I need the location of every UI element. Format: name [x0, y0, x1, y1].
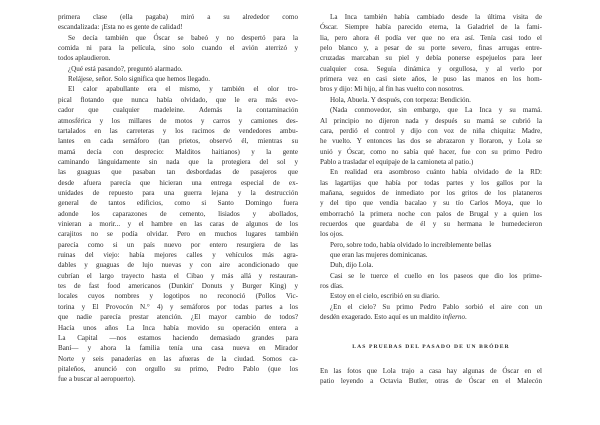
text-line	[320, 240, 542, 250]
line-text: caminando lánguidamente sin nada que la protegiera del sol y	[58, 157, 298, 166]
line-text: Duh, dijo Lola.	[330, 261, 374, 270]
text-line	[58, 312, 298, 322]
text-line	[320, 43, 542, 53]
text-line	[320, 198, 542, 208]
line-text: Pablo a trasladar el equipaje de la camioneta al patio.)	[320, 157, 474, 166]
line-text: general de tantos edificios, como si Santo Domingo fuera	[58, 199, 298, 208]
line-text: cara, perdió el control y dijo con voz de niña chiquita: Madre,	[320, 126, 542, 135]
line-text: bros y dijo: Mi hijo, al fin has vuelto con nosotros.	[320, 85, 464, 94]
text-line	[320, 260, 542, 270]
text-line	[58, 250, 298, 260]
line-text-end: .	[465, 313, 467, 322]
text-line	[58, 271, 298, 281]
line-text: En las fotos que Lola trajo a casa hay algunas de Óscar en el	[320, 367, 542, 375]
line-text: lantes en cada semáforo (tan prietos, observó él, mientras su	[58, 137, 298, 146]
line-text: ¿En el cielo? Su primo Pedro Pablo sorbió el aire con un	[330, 302, 542, 311]
text-line	[320, 33, 542, 43]
line-text: lia, pero ahora él podía ver que no era así. Tenía casi todo el	[320, 33, 542, 42]
text-line	[58, 147, 298, 157]
line-text: Pero, sobre todo, había olvidado lo increíblemente bellas	[330, 240, 492, 249]
line-text: pical flotando que nunca había olvidado, que le era más evo-	[58, 95, 298, 104]
text-line	[58, 84, 298, 94]
line-text: La Capital —nos estamos haciendo demasiado grandes para	[58, 333, 298, 342]
text-line	[58, 364, 298, 374]
line-text: los ojos.	[320, 230, 344, 239]
line-text: Casi se le tuerce el cuello en los paseos que dio los prime-	[330, 271, 542, 280]
line-text: desdén exagerado. Esto aquí es un maldito	[320, 313, 443, 322]
line-text: ruinas del viejo: había mejores calles y vehículos más agra-	[58, 251, 298, 260]
text-line	[320, 167, 542, 177]
line-text: dables y guaguas de lujo nuevas y con aire acondicionado que	[58, 261, 298, 270]
text-line	[320, 64, 542, 74]
text-line	[58, 281, 298, 291]
line-text: Se decía también que Óscar se babeó y no despertó para la	[68, 33, 298, 42]
line-text: patio leyendo a Octavia Butler, otras de Óscar en el Malecón	[320, 377, 542, 386]
line-text: primera clase (ella pagaba) miró a su alrededor como	[58, 13, 298, 21]
line-text: Óscar. Siempre había parecido eterna, la Galadriel de la fami-	[320, 23, 542, 32]
line-text: recuerdos que guardaba de él y su hermana le humedecieron	[320, 220, 542, 228]
text-line	[320, 84, 542, 94]
text-line	[58, 64, 298, 74]
text-line	[320, 53, 542, 63]
text-line	[320, 12, 542, 22]
line-text: primera vez en casi siete años, le puso las manos en los hom-	[320, 75, 542, 84]
line-text: mañana, seguidos de inmediato por los gritos de los plataneros	[320, 188, 542, 197]
text-line	[320, 219, 542, 229]
text-line	[58, 188, 298, 198]
text-line	[58, 22, 298, 32]
text-line	[320, 281, 542, 291]
line-text: cruzadas marcaban su piel y debía ponerse espejuelos para leer	[320, 54, 542, 63]
text-line	[58, 323, 298, 333]
text-line	[58, 240, 298, 250]
line-text: cualquier cosa. Seguía dinámica y orgullosa, y al verlo por	[320, 64, 542, 73]
line-text: emborrachó la primera noche con palos de Brugal y a quien los	[320, 209, 542, 218]
line-text: he vuelto. Y entonces las dos se abrazaron y lloraron, y Lola se	[320, 137, 542, 146]
line-text: carajitos no se podía olvidar. Pero en muchos lugares también	[58, 230, 298, 239]
text-line	[58, 374, 298, 384]
line-text: Baní— y ahora la familia tenía una casa nueva en Mirador	[58, 344, 298, 353]
text-line	[320, 250, 542, 260]
line-text: y del tipo que vendía bacalao y su tío Carlos Moya, que lo	[320, 199, 542, 208]
text-line	[58, 74, 298, 84]
text-line	[58, 12, 298, 22]
line-text: tartalados en las carreteras y los racimos de vendedores ambu-	[58, 126, 298, 135]
text-line	[58, 333, 298, 343]
line-text: unidades de repuesto para una guerra lejana y la destrucción	[58, 188, 298, 197]
line-text: locales cuyos nombres y logotipos no reconoció (Pollos Vic-	[58, 292, 298, 301]
text-line	[58, 219, 298, 229]
line-text: las lagartijas que había por todas partes y los gallos por la	[320, 178, 542, 187]
text-line	[58, 302, 298, 312]
italic-word: infierno	[442, 313, 465, 322]
line-text: comida ni para la película, sino solo cuando el avión aterrizó y	[58, 44, 298, 53]
line-text: atmosférica y los millares de motos y carros y camiones des-	[58, 116, 298, 125]
line-text: torina y El Provocón N.° 4) y semáforos por todas partes a los	[58, 302, 298, 311]
text-line	[320, 126, 542, 136]
line-text: Al principio no dijeron nada y después su mamá se cubrió la	[320, 116, 542, 125]
right-page	[300, 0, 600, 425]
text-line	[58, 157, 298, 167]
text-line	[320, 22, 542, 32]
text-line	[58, 95, 298, 105]
text-line	[320, 376, 542, 386]
line-text: fue a buscar al aeropuerto).	[58, 375, 136, 384]
text-line	[58, 354, 298, 364]
text-line	[320, 188, 542, 198]
line-text: cador que cualquier madeleine. Además la contaminación	[58, 106, 298, 115]
text-line	[58, 291, 298, 301]
line-text: (Nada conmovedor, sin embargo, que La Inca y su mamá.	[330, 106, 542, 115]
text-line	[320, 95, 542, 105]
text-line	[320, 74, 542, 84]
section-heading: LAS PRUEBAS DEL PASADO DE UN BRÓDER	[352, 344, 510, 350]
text-line	[58, 260, 298, 270]
text-line	[58, 229, 298, 239]
line-text: Estoy en el cielo, escribió en su diario.	[330, 292, 440, 301]
line-text: unió y Óscar, como no sabía qué hacer, fue con su primo Pedro	[320, 147, 542, 156]
line-text: mamá decía con desprecio: Malditos haitianos) y la gente	[58, 147, 298, 156]
line-text: ¿Qué está pasando?, preguntó alarmado.	[68, 64, 183, 73]
text-line	[320, 302, 542, 312]
text-line	[320, 136, 542, 146]
line-text: Hola, Abuela. Y después, con torpeza: Bendición.	[330, 95, 471, 104]
line-text: desde afuera parecía que hicieran una entrega especial de ex-	[58, 178, 298, 187]
text-line	[320, 312, 542, 322]
text-line	[58, 43, 298, 53]
text-line	[58, 53, 298, 63]
text-line	[320, 209, 542, 219]
line-text: pelo blanco y, a pesar de su porte severo, finas arrugas entre-	[320, 44, 542, 53]
text-line	[320, 291, 542, 301]
line-text: todos aplaudieron.	[58, 54, 111, 63]
text-line	[58, 209, 298, 219]
line-text: parecía como si un país nuevo por entero resurgiera de las	[58, 240, 298, 249]
line-text: cubrían el largo trayecto hasta el Cibao y más allá y restauran-	[58, 271, 298, 280]
text-line	[58, 136, 298, 146]
line-text: La Inca también había cambiado desde la última visita de	[330, 13, 542, 21]
text-line	[320, 147, 542, 157]
line-text: que eran las mujeres dominicanas.	[330, 251, 428, 260]
text-line	[58, 198, 298, 208]
line-text: El calor apabullante era el mismo, y también el olor tro-	[68, 85, 298, 94]
text-line	[320, 105, 542, 115]
line-text: Relájese, señor. Solo significa que hemos llegado.	[68, 75, 211, 84]
line-text: Hacía unos años La Inca había movido su operación entera a	[58, 323, 298, 332]
line-text: que nadie parecía prestar atención. ¿El mayor cambio de todos?	[58, 313, 298, 322]
line-text: pitaleños, anunció con orgullo su primo, Pedro Pablo (que los	[58, 364, 298, 373]
text-line	[58, 126, 298, 136]
text-line	[58, 343, 298, 353]
line-text: ros días.	[320, 282, 344, 291]
line-text: escandalizada: ¡Esta no es gente de calidad!	[58, 23, 183, 32]
line-text: Norte y seis panaderías en las afueras de la ciudad. Somos ca-	[58, 354, 298, 363]
text-line	[58, 167, 298, 177]
text-line	[58, 178, 298, 188]
text-line	[320, 229, 542, 239]
text-line	[58, 33, 298, 43]
text-line	[320, 366, 542, 376]
line-text: adonde los caparazones de cemento, lisiados y abollados,	[58, 209, 298, 218]
line-text: vinieran a morir... y el hambre en las caras de algunos de los	[58, 220, 298, 228]
text-line	[320, 178, 542, 188]
text-line	[320, 157, 542, 167]
text-line	[320, 271, 542, 281]
line-text: las guaguas que pasaban tan desbordadas de pasajeros que	[58, 168, 298, 177]
line-text: tes de fast food americanos (Dunkin' Donuts y Burger King) y	[58, 282, 298, 291]
text-line	[320, 116, 542, 126]
line-text: En realidad era asombroso cuánto había olvidado de la RD:	[330, 168, 542, 177]
text-line	[58, 105, 298, 115]
text-line	[58, 116, 298, 126]
